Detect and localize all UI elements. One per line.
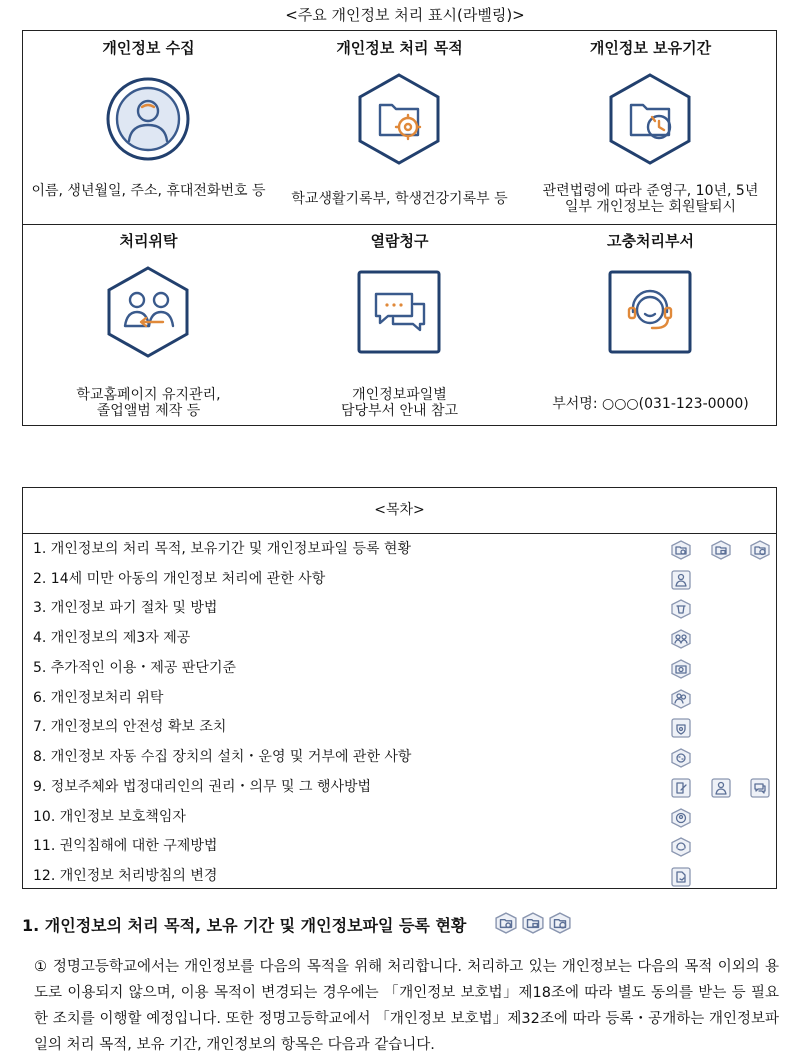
child-icon[interactable] xyxy=(671,570,691,590)
toc-item-7[interactable]: 7. 개인정보의 안전성 확보 조치 xyxy=(33,719,227,735)
folder-lock-icon xyxy=(522,912,544,934)
cell-desc xyxy=(23,387,274,419)
cell-desc-line: 관련법령에 따라 준영구, 10년, 5년 xyxy=(542,183,759,199)
cell-desc: 학교생활기록부, 학생건강기록부 등 xyxy=(291,191,508,207)
toc-item-12[interactable]: 12. 개인정보 처리방침의 변경 xyxy=(33,868,218,884)
officer-icon[interactable] xyxy=(671,808,691,828)
cookie-icon[interactable] xyxy=(671,748,691,768)
cell-desc-line: 졸업앨범 제작 등 xyxy=(96,403,201,419)
people-delegate-icon[interactable] xyxy=(671,689,691,709)
folder-gear-icon xyxy=(356,71,442,167)
toc-item-5[interactable]: 5. 추가적인 이용・제공 판단기준 xyxy=(33,660,236,676)
folder-lock-icon[interactable] xyxy=(711,540,731,560)
people-delegate-icon xyxy=(105,264,191,360)
folder-clock-icon xyxy=(607,71,693,167)
cell-title: 개인정보 처리 목적 xyxy=(336,39,463,57)
folder-clock-icon[interactable] xyxy=(750,540,770,560)
label-cell-collect xyxy=(23,31,274,224)
cell-desc: 이름, 생년월일, 주소, 휴대전화번호 등 xyxy=(31,183,266,199)
toc-item-11[interactable]: 11. 권익침해에 대한 구제방법 xyxy=(33,838,218,854)
cell-title: 고충처리부서 xyxy=(607,232,694,250)
toc-item-3[interactable]: 3. 개인정보 파기 절차 및 방법 xyxy=(33,600,218,616)
cell-title: 처리위탁 xyxy=(119,232,178,250)
label-cell-grievance xyxy=(525,224,776,426)
toc-item-6[interactable]: 6. 개인정보처리 위탁 xyxy=(33,690,164,706)
person-icon[interactable] xyxy=(711,778,731,798)
toc-item-4[interactable]: 4. 개인정보의 제3자 제공 xyxy=(33,630,191,646)
cell-title: 열람청구 xyxy=(370,232,429,250)
camera-icon[interactable] xyxy=(671,659,691,679)
cell-desc-line: 개인정보파일별 xyxy=(352,387,447,403)
people-share-icon[interactable] xyxy=(671,629,691,649)
toc-item-9[interactable]: 9. 정보주체와 법정대리인의 권리・의무 및 그 행사방법 xyxy=(33,779,372,795)
cell-desc-line: 담당부서 안내 참고 xyxy=(340,403,459,419)
toc-box xyxy=(22,487,777,889)
cell-desc: 부서명: ○○○(031-123-0000) xyxy=(552,396,749,412)
label-cell-access xyxy=(274,224,525,426)
cell-desc xyxy=(525,183,776,215)
labeling-grid xyxy=(22,30,777,426)
toc-item-2[interactable]: 2. 14세 미만 아동의 개인정보 처리에 관한 사항 xyxy=(33,571,326,587)
chat-bubbles-icon xyxy=(356,264,442,360)
trash-icon[interactable] xyxy=(671,599,691,619)
toc-header: <목차> xyxy=(23,488,776,534)
section-heading-icons xyxy=(495,912,571,938)
labeling-title: <주요 개인정보 처리 표시(라벨링)> xyxy=(285,6,525,24)
toc-item-1[interactable]: 1. 개인정보의 처리 목적, 보유기간 및 개인정보파일 등록 현황 xyxy=(33,541,411,557)
toc-item-10[interactable]: 10. 개인정보 보호책임자 xyxy=(33,809,186,825)
section-heading: 1. 개인정보의 처리 목적, 보유 기간 및 개인정보파일 등록 현황 xyxy=(22,916,467,935)
shield-icon[interactable] xyxy=(671,718,691,738)
person-collect-icon xyxy=(105,71,191,167)
label-cell-purpose xyxy=(274,31,525,224)
label-cell-delegation xyxy=(23,224,274,426)
label-cell-retention xyxy=(525,31,776,224)
cell-desc xyxy=(274,387,525,419)
toc-item-8[interactable]: 8. 개인정보 자동 수집 장치의 설치・운영 및 거부에 관한 사항 xyxy=(33,749,412,765)
folder-clock-icon xyxy=(549,912,571,934)
headset-icon[interactable] xyxy=(671,837,691,857)
folder-gear-icon[interactable] xyxy=(671,540,691,560)
section-paragraph: ① 정명고등학교에서는 개인정보를 다음의 목적을 위해 처리합니다. 처리하고 있는 개인정보는 다음의 목적 이외의 용도로 이용되지 않으며, 이용 목적이 변경되는 경우에는 「개인정보 보호법」제18조에 따라 별도 동의를 받는 등 필요한 조치를 이행할 예정입니다. 또한 정명고등학교에서 「개인정보 보호법」제32조에 따라 등록・공개하는 개인정보파일의 처리 목적, 보유 기간, 개인정보의 항목은 다음과 같습니다. xyxy=(34,959,779,1053)
chat-icon[interactable] xyxy=(750,778,770,798)
cell-desc-line: 학교홈페이지 유지관리, xyxy=(76,387,221,403)
doc-change-icon[interactable] xyxy=(671,867,691,887)
cell-title: 개인정보 보유기간 xyxy=(589,39,712,57)
folder-gear-icon xyxy=(495,912,517,934)
headset-icon xyxy=(607,264,693,360)
cell-desc-line: 일부 개인정보는 회원탈퇴시 xyxy=(564,199,737,215)
cell-title: 개인정보 수집 xyxy=(102,39,195,57)
edit-doc-icon[interactable] xyxy=(671,778,691,798)
